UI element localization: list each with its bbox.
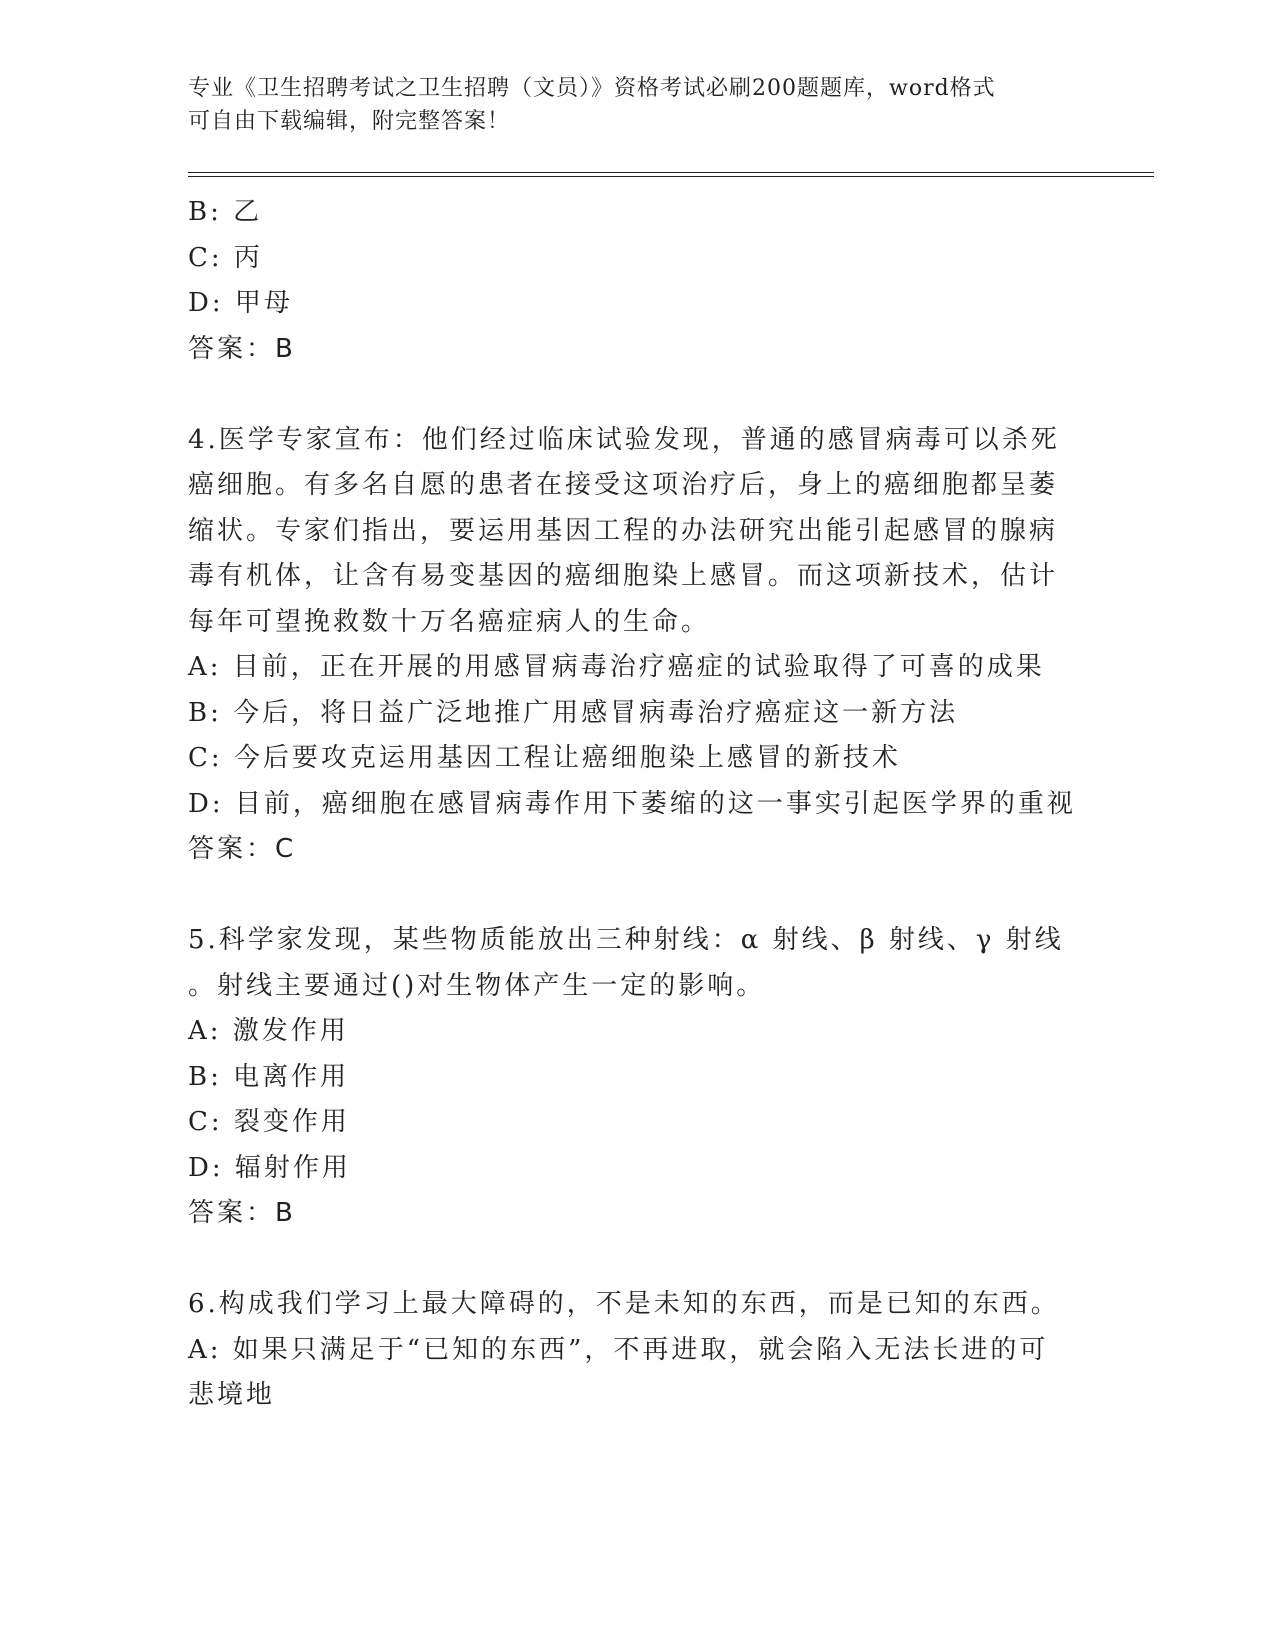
question-3 — [188, 190, 1108, 372]
answer: 答案：C — [188, 834, 297, 864]
option-a-continued: 悲境地 — [188, 1380, 276, 1410]
option-b: B: 电离作用 — [188, 1061, 350, 1092]
spacer — [188, 372, 1108, 418]
option-a: A: 激发作用 — [188, 1016, 349, 1046]
option-c: C: 今后要攻克运用基因工程让癌细胞染上感冒的新技术 — [188, 743, 901, 773]
question-stem-line: 每年可望挽救数十万名癌症病人的生命。 — [188, 606, 711, 637]
option-d: D: 目前，癌细胞在感冒病毒作用下萎缩的这一事实引起医学界的重视 — [188, 788, 1076, 819]
question-stem-line: 6.构成我们学习上最大障碍的，不是未知的东西，而是已知的东西。 — [188, 1289, 1060, 1319]
question-content — [188, 190, 1108, 1419]
answer: 答案：B — [188, 1198, 296, 1228]
option-b: B: 乙 — [188, 197, 263, 227]
question-stem-line: 癌细胞。有多名自愿的患者在接受这项治疗后，身上的癌细胞都呈萎 — [188, 470, 1059, 500]
header-rule-bottom — [188, 176, 1154, 177]
header-rule-top — [188, 172, 1154, 173]
spacer — [188, 873, 1108, 919]
question-4 — [188, 418, 1108, 873]
question-stem-line: 5.科学家发现，某些物质能放出三种射线：α 射线、β 射线、γ 射线 — [188, 925, 1064, 955]
answer: 答案：B — [188, 333, 296, 364]
option-d: D: 甲母 — [188, 288, 293, 318]
option-a: A: 目前，正在开展的用感冒病毒治疗癌症的试验取得了可喜的成果 — [188, 652, 1045, 682]
question-6 — [188, 1282, 1108, 1419]
option-d: D: 辐射作用 — [188, 1152, 351, 1183]
question-stem-line: 毒有机体，让含有易变基因的癌细胞染上感冒。而这项新技术，估计 — [188, 561, 1059, 591]
question-stem-line: 4.医学专家宣布：他们经过临床试验发现，普通的感冒病毒可以杀死 — [188, 424, 1060, 455]
page-header — [188, 72, 1068, 138]
option-b: B: 今后，将日益广泛地推广用感冒病毒治疗癌症这一新方法 — [188, 697, 959, 728]
question-stem-line: 。射线主要通过()对生物体产生一定的影响。 — [188, 970, 766, 1001]
spacer — [188, 1237, 1108, 1283]
header-title-line-1: 专业《卫生招聘考试之卫生招聘（文员）》资格考试必刷200题题库，word格式 — [188, 76, 996, 101]
option-a: A: 如果只满足于“已知的东西”，不再进取，就会陷入无法长进的可 — [188, 1334, 1049, 1365]
question-5 — [188, 918, 1108, 1237]
header-title-line-2: 可自由下载编辑，附完整答案！ — [188, 109, 511, 134]
option-c: C: 丙 — [188, 242, 263, 273]
question-stem-line: 缩状。专家们指出，要运用基因工程的办法研究出能引起感冒的腺病 — [188, 515, 1059, 546]
option-c: C: 裂变作用 — [188, 1107, 350, 1137]
